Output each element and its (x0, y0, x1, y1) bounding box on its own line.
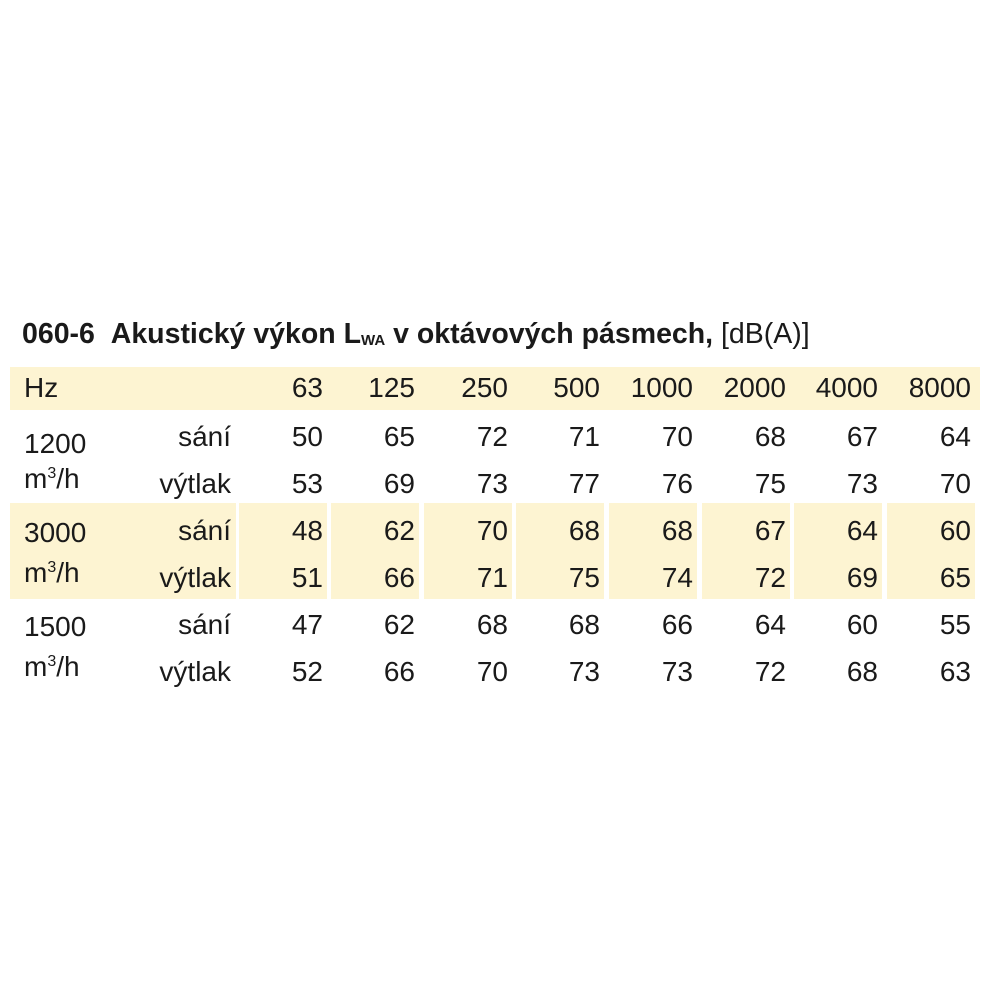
table-cell: 67 (754, 515, 786, 546)
table-cell: 68 (476, 609, 508, 640)
flow-unit: $m^3/h$ (24, 651, 80, 682)
row-label: výtlak (159, 562, 231, 593)
table-cell: 65 (383, 421, 415, 452)
flow-unit: $m^3/h$ (24, 463, 80, 494)
table-cell: 65 (939, 562, 971, 593)
header-band-1000: 1000 (630, 372, 693, 403)
table-cell: 72 (754, 656, 786, 687)
table-cell: 68 (568, 515, 600, 546)
table-cell: 70 (939, 468, 971, 499)
table-cell: 68 (754, 421, 786, 452)
table-cell: 73 (661, 656, 693, 687)
table-cell: 72 (476, 421, 508, 452)
row-label: výtlak (159, 468, 231, 499)
header-band-4000: 4000 (815, 372, 878, 403)
table-cell: 64 (939, 421, 971, 452)
header-band-63: 63 (291, 372, 323, 403)
table-cell: 51 (291, 562, 323, 593)
flow-rate: 1200 (24, 428, 87, 459)
table-cell: 47 (291, 609, 323, 640)
table-cell: 64 (754, 609, 786, 640)
title-subscript: WA (361, 332, 386, 349)
table-cell: 75 (754, 468, 786, 499)
header-band-2000: 2000 (723, 372, 786, 403)
table-cell: 67 (846, 421, 878, 452)
table-cell: 48 (291, 515, 323, 546)
row-label: sání (178, 421, 231, 452)
row-label: sání (178, 609, 231, 640)
table-cell: 73 (476, 468, 508, 499)
table-cell: 77 (568, 468, 600, 499)
table-cell: 53 (291, 468, 323, 499)
table-cell: 66 (383, 562, 415, 593)
flow-rate: 1500 (24, 611, 87, 642)
table-cell: 52 (291, 656, 323, 687)
table-cell: 62 (383, 609, 415, 640)
title-rest: v oktávových pásmech, (385, 318, 714, 350)
header-hz-label: Hz (24, 372, 59, 403)
table-cell: 70 (476, 656, 508, 687)
table-cell: 66 (383, 656, 415, 687)
table-cell: 68 (846, 656, 878, 687)
row-label: výtlak (159, 656, 231, 687)
header-band-250: 250 (461, 372, 508, 403)
table-cell: 64 (846, 515, 878, 546)
header-band-8000: 8000 (908, 372, 971, 403)
table-cell: 72 (754, 562, 786, 593)
table-cell: 55 (939, 609, 971, 640)
table-cell: 69 (846, 562, 878, 593)
table-cell: 75 (568, 562, 600, 593)
table-cell: 68 (661, 515, 693, 546)
table-cell: 63 (939, 656, 971, 687)
table-cell: 70 (476, 515, 508, 546)
table-cell: 76 (661, 468, 693, 499)
table-cell: 60 (846, 609, 878, 640)
table-cell: 68 (568, 609, 600, 640)
flow-unit: $m^3/h$ (24, 557, 80, 588)
table-cell: 70 (661, 421, 693, 452)
title-text: Akustický výkon L (110, 318, 362, 350)
header-band-500: 500 (553, 372, 600, 403)
table-cell: 73 (568, 656, 600, 687)
table-cell: 60 (939, 515, 971, 546)
title-unit: [dB(A)] (721, 318, 810, 350)
header-band-125: 125 (368, 372, 415, 403)
table-cell: 50 (291, 421, 323, 452)
table-cell: 69 (383, 468, 415, 499)
table-cell: 62 (383, 515, 415, 546)
flow-rate: 3000 (24, 517, 87, 548)
table-cell: 73 (846, 468, 878, 499)
table-cell: 66 (661, 609, 693, 640)
table-cell: 71 (568, 421, 600, 452)
table-cell: 74 (661, 562, 693, 593)
row-label: sání (178, 515, 231, 546)
table-cell: 71 (476, 562, 508, 593)
title-code: 060-6 (22, 318, 95, 350)
